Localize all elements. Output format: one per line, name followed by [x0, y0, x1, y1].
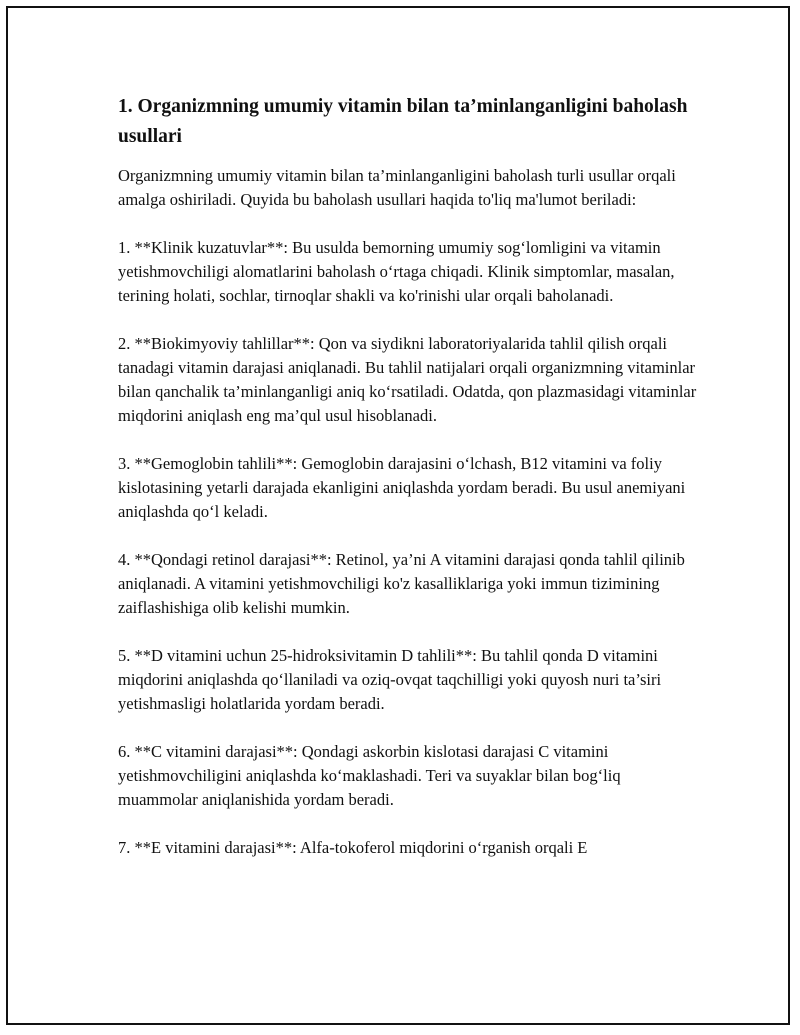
list-item: 7. **E vitamini darajasi**: Alfa-tokoferol miqdorini o‘rganish orqali E [118, 838, 588, 857]
intro-paragraph: Organizmning umumiy vitamin bilan ta’minlanganligini baholash turli usullar orqali amalga oshiriladi. Quyida bu baholash usullari haqida to'liq ma'lumot beriladi: [118, 166, 676, 209]
list-item: 3. **Gemoglobin tahlili**: Gemoglobin darajasini o‘lchash, B12 vitamini va foliy kislotasining yetarli darajada ekanligini aniqlashda yordam beradi. Bu usul anemiyani aniqlashda qo‘l keladi. [118, 454, 686, 521]
list-item: 2. **Biokimyoviy tahlillar**: Qon va siydikni laboratoriyalarida tahlil qilish orqali tanadagi vitamin darajasi aniqlanadi. Bu tahlil natijalari orqali organizmning vitaminlar bilan qanchalik ta’minlanganligi aniq ko‘rsatiladi. Odatda, qon plazmasidagi vitaminlar miqdorini aniqlash eng ma’qul usul hisoblanadi. [118, 334, 697, 425]
list-item: 1. **Klinik kuzatuvlar**: Bu usulda bemorning umumiy sog‘lomligini va vitamin yetishmovchiligi alomatlarini baholash o‘rtaga chiqadi. Klinik simptomlar, masalan, terining holati, sochlar, tirnoqlar shakli va ko'rinishi ular orqali baholanadi. [118, 238, 675, 305]
document-content [118, 92, 698, 884]
list-item: 6. **C vitamini darajasi**: Qondagi askorbin kislotasi darajasi C vitamini yetishmovchiligini aniqlashda ko‘maklashadi. Teri va suyaklar bilan bog‘liq muammolar aniqlanishida yordam beradi. [118, 742, 621, 809]
section-heading: 1. Organizmning umumiy vitamin bilan ta’minlanganligini baholash usullari [118, 96, 688, 147]
list-item: 4. **Qondagi retinol darajasi**: Retinol, ya’ni A vitamini darajasi qonda tahlil qilinib aniqlanadi. A vitamini yetishmovchiligi ko'z kasalliklariga yoki immun tizimining zaiflashishiga olib kelishi mumkin. [118, 550, 685, 617]
list-item: 5. **D vitamini uchun 25-hidroksivitamin D tahlili**: Bu tahlil qonda D vitamini miqdorini aniqlashda qo‘llaniladi va oziq-ovqat taqchilligi yoki quyosh nuri ta’siri yetishmasligi holatlarida yordam beradi. [118, 646, 662, 713]
